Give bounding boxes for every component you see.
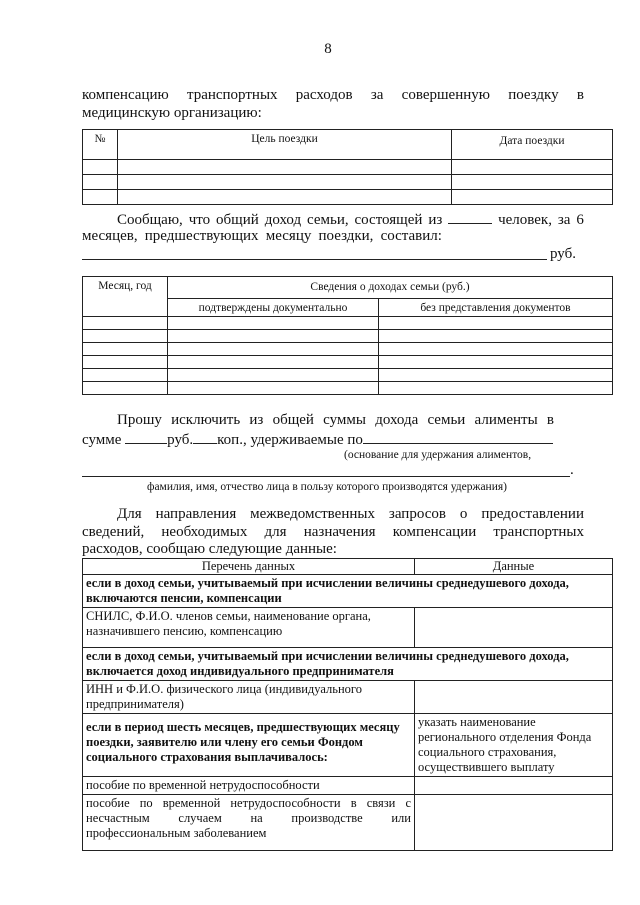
month-cell[interactable] xyxy=(83,330,168,343)
alimony-line-1: Прошу исключить из общей суммы дохода семьи алименты в xyxy=(117,412,554,428)
currency-label: руб. xyxy=(550,246,576,262)
section-row: если в доход семьи, учитываемый при исчислении величины среднедушевого дохода, включаются пенсии, компенсации xyxy=(83,575,613,608)
section-row: если в доход семьи, учитываемый при исчислении величины среднедушевого дохода, включается доход индивидуального предпринимателя xyxy=(83,648,613,681)
family-size-field[interactable] xyxy=(448,209,492,224)
requests-line-1: Для направления межведомственных запросов о предоставлении xyxy=(117,506,584,522)
col-data-header: Данные xyxy=(415,559,613,575)
col-purpose-header: Цель поездки xyxy=(118,130,452,160)
documented-cell[interactable] xyxy=(168,369,379,382)
trip-date-cell[interactable] xyxy=(452,160,613,175)
alimony-line-2: сумме руб. коп., удерживаемые по xyxy=(82,429,553,450)
table-row xyxy=(83,330,613,343)
table-row xyxy=(83,343,613,356)
undocumented-cell[interactable] xyxy=(379,330,613,343)
data-value-cell[interactable] xyxy=(415,795,613,851)
alimony-basis-field[interactable] xyxy=(363,429,553,444)
income-group-header: Сведения о доходах семьи (руб.) xyxy=(168,277,613,299)
intro-line-1: компенсацию транспортных расходов за совершенную поездку в xyxy=(82,87,584,103)
data-value-cell[interactable] xyxy=(415,608,613,648)
col-documented-header: подтверждены документально xyxy=(168,299,379,317)
documented-cell[interactable] xyxy=(168,382,379,395)
data-value-cell[interactable] xyxy=(415,777,613,795)
trip-purpose-cell[interactable] xyxy=(118,160,452,175)
table-row xyxy=(83,160,613,175)
table-row: СНИЛС, Ф.И.О. членов семьи, наименование органа, назначившего пенсию, компенсацию xyxy=(83,608,613,648)
documented-cell[interactable] xyxy=(168,317,379,330)
col-date-header: Дата поездки xyxy=(452,130,613,160)
table-row: пособие по временной нетрудоспособности xyxy=(83,777,613,795)
alimony-rub-field[interactable] xyxy=(125,429,167,444)
month-cell[interactable] xyxy=(83,382,168,395)
income-line-1: Сообщаю, что общий доход семьи, состоящей из человек, за 6 xyxy=(117,209,584,230)
documented-cell[interactable] xyxy=(168,343,379,356)
alimony-note-2: фамилия, имя, отчество лица в пользу которого производятся удержания) xyxy=(147,481,507,493)
page-number: 8 xyxy=(324,41,332,57)
undocumented-cell[interactable] xyxy=(379,382,613,395)
undocumented-cell[interactable] xyxy=(379,369,613,382)
table-row xyxy=(83,356,613,369)
trip-date-cell[interactable] xyxy=(452,190,613,205)
month-cell[interactable] xyxy=(83,369,168,382)
col-data-list-header: Перечень данных xyxy=(83,559,415,575)
col-number-header: № xyxy=(83,130,118,160)
data-value-cell[interactable] xyxy=(415,681,613,714)
requests-line-3: расходов, сообщаю следующие данные: xyxy=(82,541,337,557)
table-row: если в период шесть месяцев, предшествующих месяцу поездки, заявителю или члену его семьи Фондом социального страхования выплачивалось: указать наименование регионального отделения Фонда социального страхования, осуществившего выплату xyxy=(83,714,613,777)
alimony-note-1: (основание для удержания алиментов, xyxy=(344,449,532,461)
table-row xyxy=(83,175,613,190)
trip-number-cell[interactable] xyxy=(83,160,118,175)
alimony-recipient-field[interactable] xyxy=(82,476,570,477)
table-row xyxy=(83,190,613,205)
documented-cell[interactable] xyxy=(168,356,379,369)
month-cell[interactable] xyxy=(83,317,168,330)
month-cell[interactable] xyxy=(83,356,168,369)
trip-date-cell[interactable] xyxy=(452,175,613,190)
table-row xyxy=(83,317,613,330)
undocumented-cell[interactable] xyxy=(379,343,613,356)
trip-number-cell[interactable] xyxy=(83,175,118,190)
table-row: пособие по временной нетрудоспособности в связи с несчастным случаем на производстве или профессиональным заболеванием xyxy=(83,795,613,851)
undocumented-cell[interactable] xyxy=(379,317,613,330)
undocumented-cell[interactable] xyxy=(379,356,613,369)
requests-line-2: сведений, необходимых для назначения компенсации транспортных xyxy=(82,524,584,540)
trip-number-cell[interactable] xyxy=(83,190,118,205)
data-table xyxy=(82,558,613,851)
income-table xyxy=(82,276,613,395)
documented-cell[interactable] xyxy=(168,330,379,343)
total-income-field[interactable] xyxy=(82,259,547,260)
table-row: ИНН и Ф.И.О. физического лица (индивидуального предпринимателя) xyxy=(83,681,613,714)
col-month-header: Месяц, год xyxy=(83,277,168,317)
trip-table xyxy=(82,129,613,205)
trip-purpose-cell[interactable] xyxy=(118,175,452,190)
table-row xyxy=(83,382,613,395)
trip-table-header xyxy=(83,130,613,160)
income-line-2: месяцев, предшествующих месяцу поездки, составил: xyxy=(82,228,442,244)
month-cell[interactable] xyxy=(83,343,168,356)
alimony-kop-field[interactable] xyxy=(193,429,217,444)
intro-line-2: медицинскую организацию: xyxy=(82,105,262,121)
table-row xyxy=(83,369,613,382)
trip-purpose-cell[interactable] xyxy=(118,190,452,205)
data-value-cell[interactable]: указать наименование регионального отделения Фонда социального страхования, осуществившего выплату xyxy=(415,714,613,777)
alimony-end-dot: . xyxy=(570,462,574,478)
col-undocumented-header: без представления документов xyxy=(379,299,613,317)
